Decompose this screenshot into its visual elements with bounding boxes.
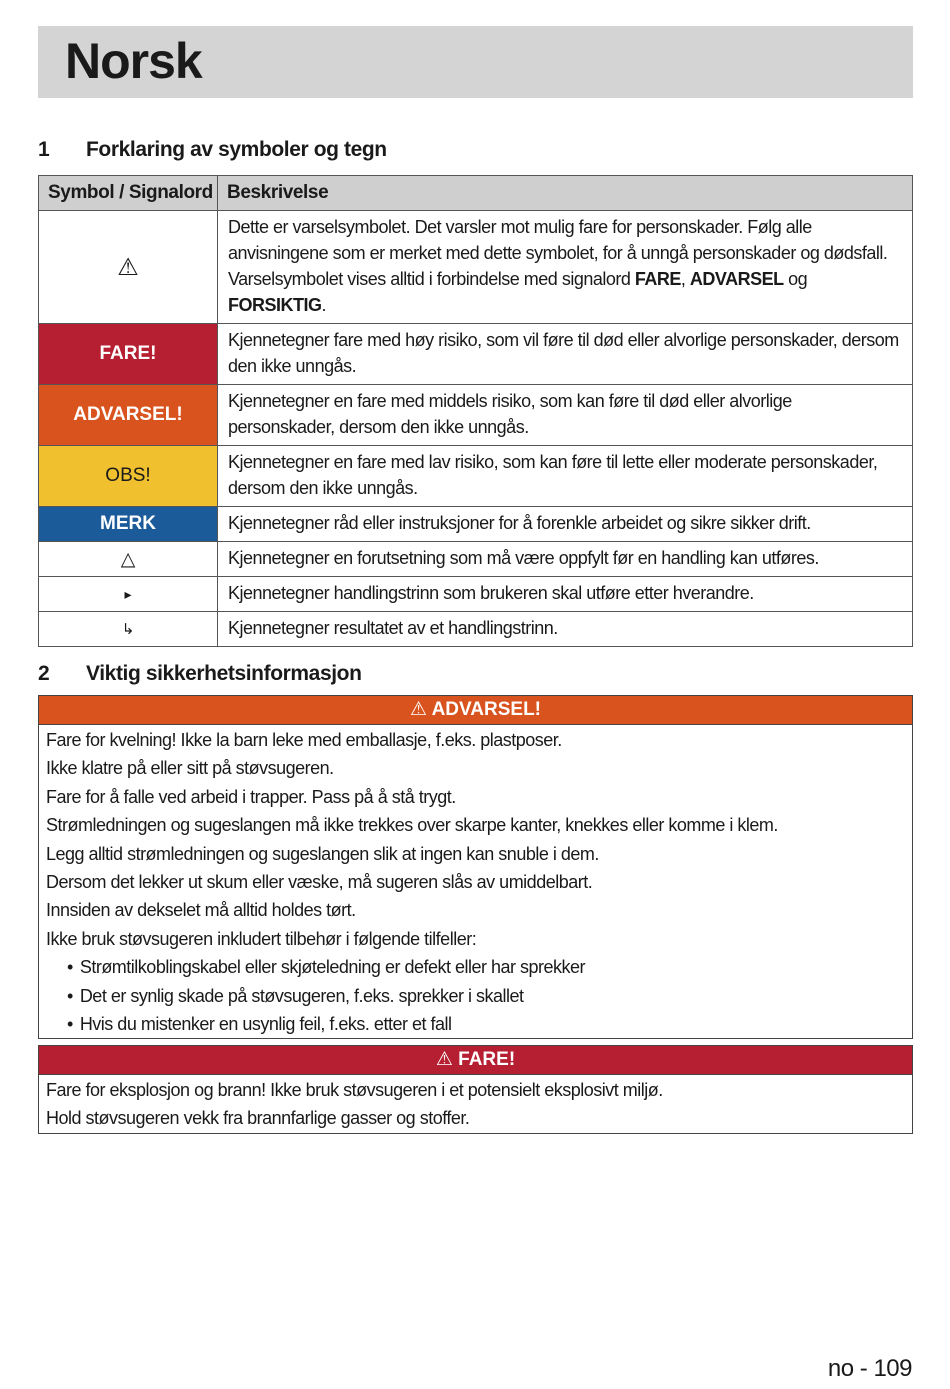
signal-word-advarsel: ADVARSEL! [39, 385, 218, 446]
table-row [39, 446, 913, 507]
warning-bullet-item: • Hvis du mistenker en usynlig feil, f.eks. etter et fall [39, 1010, 912, 1038]
warning-line: Ikke bruk støvsugeren inkludert tilbehør i følgende tilfeller: [46, 928, 477, 949]
column-header-description: Beskrivelse [218, 176, 913, 211]
warning-box-header: ⚠ ADVARSEL! [39, 696, 912, 725]
table-row [39, 385, 913, 446]
signal-word-merk: MERK [39, 507, 218, 542]
warning-line: Legg alltid strømledningen og sugeslangen slik at ingen kan snuble i dem. [46, 843, 599, 864]
row-description: Kjennetegner en fare med middels risiko, som kan føre til død eller alvorlige personskader, dersom den ikke unngås. [218, 385, 913, 446]
prerequisite-triangle-icon: △ [39, 542, 218, 577]
table-header-row [39, 176, 913, 211]
table-row [39, 542, 913, 577]
row-description: Dette er varselsymbolet. Det varsler mot mulig fare for personskader. Følg alle anvisningene som er merket med dette symbolet, for å unngå personskader og dødsfall. Varselsymbolet vises alltid i forbindelse med signalord FARE, ADVARSEL og FORSIKTIG. [218, 211, 913, 324]
row-description: Kjennetegner en fare med lav risiko, som kan føre til lette eller moderate personskader, dersom den ikke unngås. [218, 446, 913, 507]
action-arrow-icon: ▸ [39, 577, 218, 612]
warning-bullet-item: • Det er synlig skade på støvsugeren, f.eks. sprekker i skallet [39, 982, 912, 1010]
section-number: 1 [38, 138, 50, 161]
signal-word-fare: FARE! [39, 324, 218, 385]
language-header-bar [38, 26, 913, 98]
warning-box [38, 695, 913, 1039]
row-description: Kjennetegner råd eller instruksjoner for å forenkle arbeidet og sikre sikker drift. [218, 507, 913, 542]
warning-line: Dersom det lekker ut skum eller væske, må sugeren slås av umiddelbart. [46, 872, 593, 893]
danger-line: Hold støvsugeren vekk fra brannfarlige gasser og stoffer. [46, 1108, 470, 1129]
warning-bullet-item: • Strømtilkoblingskabel eller skjøteledning er defekt eller har sprekker [39, 953, 912, 981]
warning-line: Innsiden av dekselet må alltid holdes tørt. [46, 900, 356, 921]
table-row [39, 507, 913, 542]
warning-triangle-icon: ⚠ [39, 211, 218, 324]
warning-line: Ikke klatre på eller sitt på støvsugeren. [46, 758, 334, 779]
signal-word-obs: OBS! [39, 446, 218, 507]
result-arrow-icon: ↳ [39, 612, 218, 647]
danger-box-header: ⚠ FARE! [39, 1046, 912, 1075]
row-description: Kjennetegner handlingstrinn som brukeren skal utføre etter hverandre. [218, 577, 913, 612]
danger-box [38, 1045, 913, 1134]
warning-line: Fare for kvelning! Ikke la barn leke med emballasje, f.eks. plastposer. [46, 730, 562, 750]
section-title: Forklaring av symboler og tegn [86, 138, 387, 161]
row-description: Kjennetegner fare med høy risiko, som vil føre til død eller alvorlige personskader, dersom den ikke unngås. [218, 324, 913, 385]
symbol-table [38, 175, 913, 647]
section-number: 2 [38, 662, 50, 685]
warning-line: Fare for å falle ved arbeid i trapper. Pass på å stå trygt. [46, 786, 456, 807]
section-title: Viktig sikkerhetsinformasjon [86, 662, 362, 685]
warning-line: Strømledningen og sugeslangen må ikke trekkes over skarpe kanter, knekkes eller komme i klem. [46, 815, 778, 836]
row-description: Kjennetegner resultatet av et handlingstrinn. [218, 612, 913, 647]
table-row [39, 612, 913, 647]
table-row [39, 577, 913, 612]
row-description: Kjennetegner en forutsetning som må være oppfylt før en handling kan utføres. [218, 542, 913, 577]
column-header-symbol: Symbol / Signalord [39, 176, 218, 211]
table-row [39, 324, 913, 385]
page-number: no - 109 [827, 1355, 912, 1382]
table-row [39, 211, 913, 324]
danger-line: Fare for eksplosjon og brann! Ikke bruk støvsugeren i et potensielt eksplosivt miljø. [46, 1080, 663, 1100]
language-title: Norsk [65, 33, 202, 89]
